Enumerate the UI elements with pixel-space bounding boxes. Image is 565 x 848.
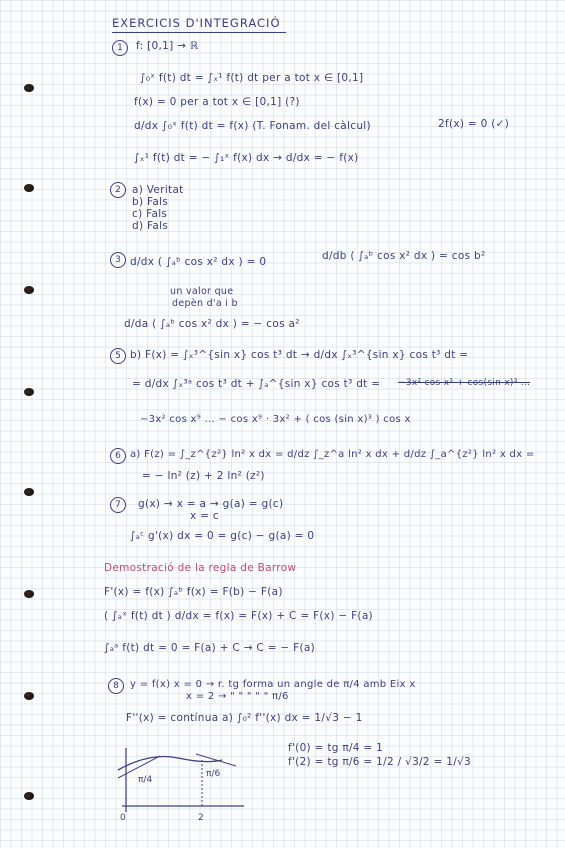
barrow-line: ∫ₐᵃ f(t) dt = 0 = F(a) + C → C = − F(a) (104, 642, 316, 654)
sketch-label: 0 (120, 813, 126, 823)
ex2-answer: c) Fals (132, 208, 168, 220)
ex3-note: depèn d'a i b (172, 298, 238, 309)
ex8-line: f'(0) = tg π/4 = 1 (288, 742, 384, 754)
ex8-line: f'(2) = tg π/6 = 1/2 / √3/2 = 1/√3 (288, 756, 472, 768)
exercise-number: 8 (108, 678, 124, 694)
exercise-number: 7 (110, 497, 126, 513)
ex6-line: a) F(z) = ∫_z^{z²} ln² x dx = d/dz ∫_z^a ln² x dx + d/dz ∫_a^{z²} ln² x dx = (130, 449, 535, 460)
sketch-label: π/6 (206, 769, 221, 779)
ex8-line: x = 2 → " " " " " π/6 (186, 691, 289, 702)
ex2-answer: b) Fals (132, 196, 169, 208)
ex1-line: ∫₀ˣ f(t) dt = ∫ₓ¹ f(t) dt per a tot x ∈ [0,1] (140, 72, 364, 84)
ex3-line: d/da ( ∫ₐᵇ cos x² dx ) = − cos a² (124, 318, 300, 330)
ex7-line: x = c (190, 510, 219, 522)
ex1-line: d/dx ∫₀ˣ f(t) dt = f(x) (T. Fonam. del càlcul) (134, 120, 371, 132)
exercise-number: 2 (110, 182, 126, 198)
barrow-line: F'(x) = f(x) ∫ₐᵇ f(x) = F(b) − F(a) (104, 586, 283, 598)
ex5-line: = d/dx ∫ₓ³ᵃ cos t³ dt + ∫ₐ^{sin x} cos t³ dt = (132, 378, 381, 390)
ex1-line: ∫ₓ¹ f(t) dt = − ∫₁ˣ f(x) dx → d/dx = − f(x) (134, 152, 359, 164)
sketch-label: π/4 (138, 775, 153, 785)
ex3-line: d/db ( ∫ₐᵇ cos x² dx ) = cos b² (322, 250, 486, 262)
ex1-conclusion: 2f(x) = 0 (✓) (438, 118, 510, 130)
exercise-number: 1 (112, 40, 128, 56)
ex1-line: f(x) = 0 per a tot x ∈ [0,1] (?) (134, 96, 300, 108)
ex8-line: y = f(x) x = 0 → r. tg forma un angle de π/4 amb Eix x (130, 679, 416, 690)
ex5-line: b) F(x) = ∫ₓ³^{sin x} cos t³ dt → d/dx ∫ₓ³^{sin x} cos t³ dt = (130, 349, 469, 361)
ex3-line: d/dx ( ∫ₐᵇ cos x² dx ) = 0 (130, 256, 267, 268)
exercise-number: 3 (110, 252, 126, 268)
ex5-line: −3x² cos x⁹ ... − cos x⁹ · 3x² + ( cos (sin x)³ ) cos x (140, 414, 411, 425)
ex7-line: ∫ₐᶜ g'(x) dx = 0 = g(c) − g(a) = 0 (130, 530, 315, 542)
ex8-line: F''(x) = contínua a) ∫₀² f''(x) dx = 1/√3 − 1 (126, 712, 363, 724)
exercise-number: 6 (110, 448, 126, 464)
ex2-answer: a) Veritat (132, 184, 184, 196)
sketch-curve (118, 757, 222, 771)
barrow-line: ( ∫ₐˣ f(t) dt ) d/dx = f(x) = F(x) + C = F(x) − F(a) (104, 610, 373, 622)
ex3-note: un valor que (170, 286, 234, 297)
ex1-function-definition: f: [0,1] → ℝ (136, 40, 199, 52)
exercise-number: 5 (110, 348, 126, 364)
ex5-crossed-out: −3x² cos x³ + cos(sin x)³ ... (398, 378, 531, 388)
section-heading: Demostració de la regla de Barrow (104, 562, 297, 574)
ex6-line: = − ln² (z) + 2 ln² (z²) (142, 470, 265, 482)
ex7-line: g(x) → x = a → g(a) = g(c) (138, 498, 284, 510)
page-title: EXERCICIS D'INTEGRACIÓ (112, 16, 281, 30)
ex2-answer: d) Fals (132, 220, 169, 232)
sketch-label: 2 (198, 813, 204, 823)
